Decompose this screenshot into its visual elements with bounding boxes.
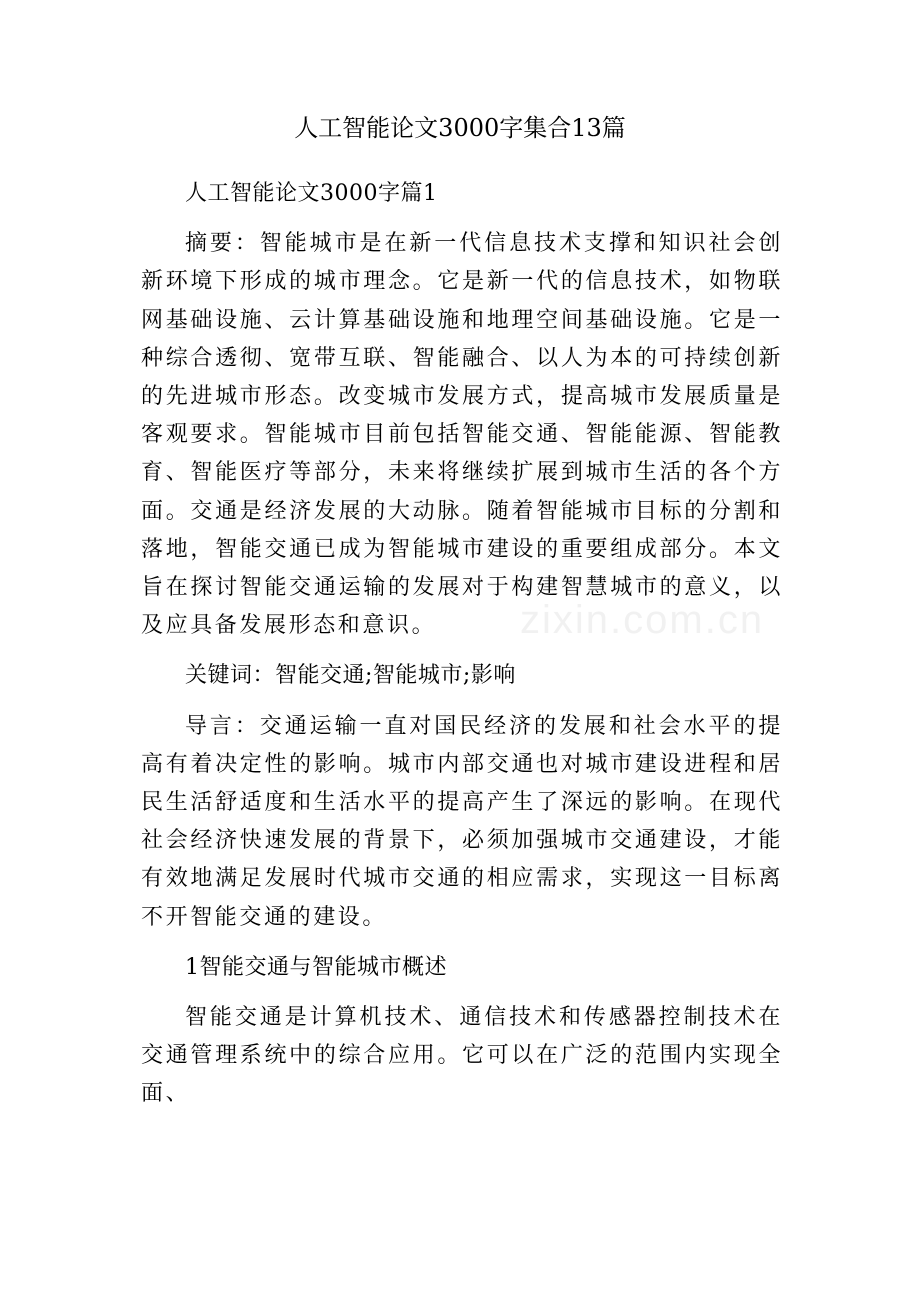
watermark: zixin.com.cn bbox=[520, 598, 765, 642]
introduction-paragraph: 导言：交通运输一直对国民经济的发展和社会水平的提高有着决定性的影响。城市内部交通也对城市建设进程和居民生活舒适度和生活水平的提高产生了深远的影响。在现代社会经济快速发展的背景下，必须加强城市交通建设，才能有效地满足发展时代城市交通的相应需求，实现这一目标离不开智能交通的建设。 bbox=[141, 713, 783, 930]
document-body bbox=[141, 175, 783, 1114]
section-1-paragraph: 智能交通是计算机技术、通信技术和传感器控制技术在交通管理系统中的综合应用。它可以在广泛的范围内实现全面、 bbox=[141, 1005, 783, 1107]
keywords-line: 关键词：智能交通;智能城市;影响 bbox=[185, 663, 516, 689]
abstract-paragraph: 摘要：智能城市是在新一代信息技术支撑和知识社会创新环境下形成的城市理念。它是新一代的信息技术，如物联网基础设施、云计算基础设施和地理空间基础设施。它是一种综合透彻、宽带互联、智能融合、以人为本的可持续创新的先进城市形态。改变城市发展方式，提高城市发展质量是客观要求。智能城市目前包括智能交通、智能能源、智能教育、智能医疗等部分，未来将继续扩展到城市生活的各个方面。交通是经济发展的大动脉。随着智能城市目标的分割和落地，智能交通已成为智能城市建设的重要组成部分。本文旨在探讨智能交通运输的发展对于构建智慧城市的意义，以及应具备发展形态和意识。 bbox=[141, 231, 783, 639]
document-title: 人工智能论文3000字集合13篇 bbox=[294, 114, 626, 142]
article-subtitle: 人工智能论文3000字篇1 bbox=[185, 181, 438, 206]
section-1-heading: 1智能交通与智能城市概述 bbox=[185, 954, 447, 980]
